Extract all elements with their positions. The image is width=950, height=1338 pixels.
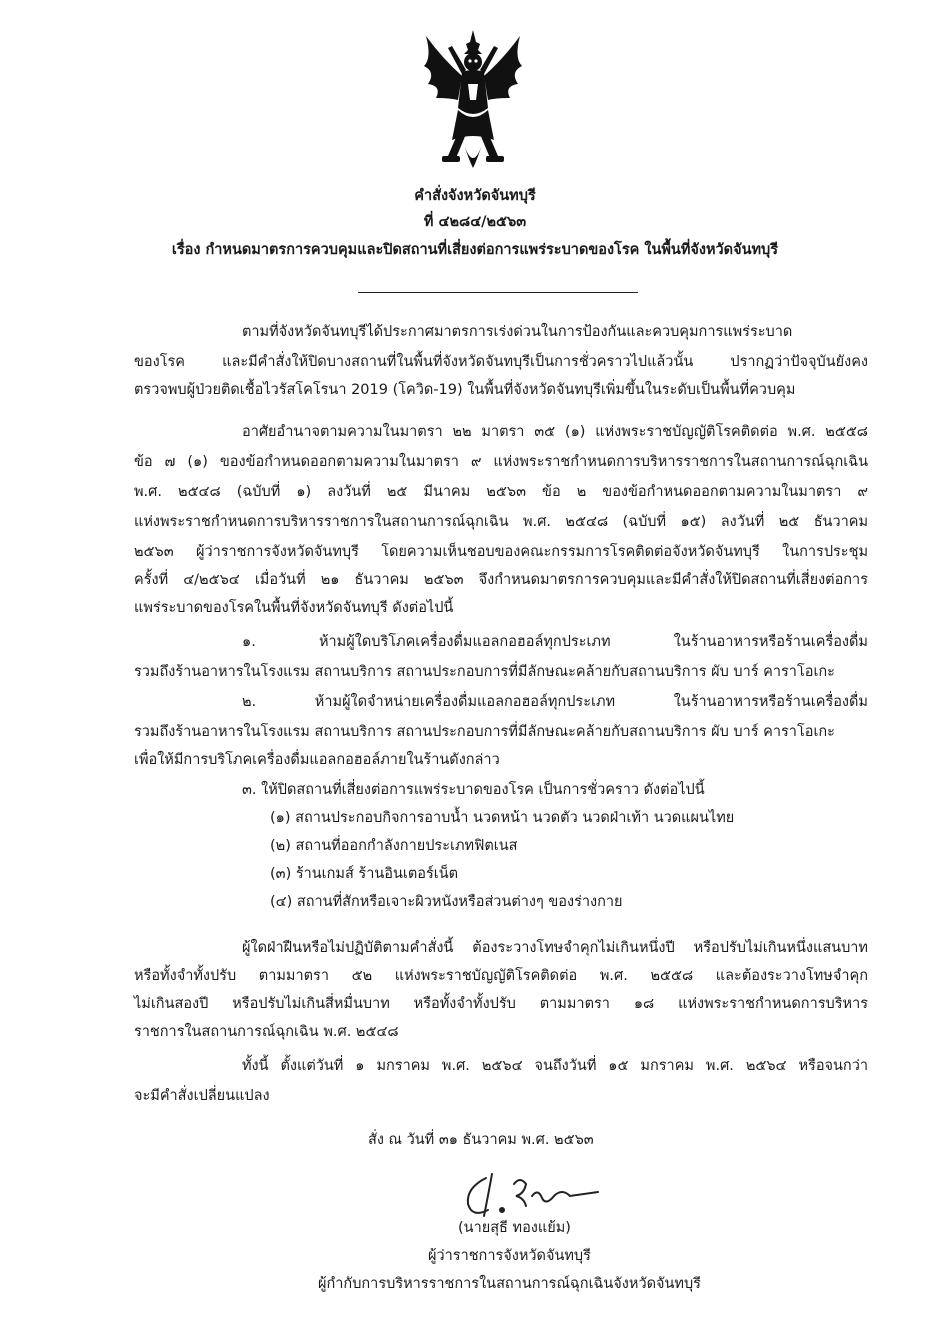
p2-line-5: ๒๕๖๓ ผู้ว่าราชการจังหวัดจันทบุรี โดยความเห็นชอบของคณะกรรมการโรคติดต่อจังหวัดจันทบุรี ในการประชุม [134,544,868,560]
penalty-line-4: ราชการในสถานการณ์ฉุกเฉิน พ.ศ. ๒๕๔๘ [134,1024,399,1040]
p2-line-7: แพร่ระบาดของโรคในพื้นที่จังหวัดจันทบุรี ดังต่อไปนี้ [134,600,454,616]
p2-line-4: แห่งพระราชกำหนดการบริหารราชการในสถานการณ์ฉุกเฉิน พ.ศ. ๒๕๔๘ (ฉบับที่ ๑๕) ลงวันที่ ๒๕ ธันวาคม [134,514,868,530]
subitem-2: (๒) สถานที่ออกกำลังกายประเภทฟิตเนส [270,838,518,854]
effective-line-2: จะมีคำสั่งเปลี่ยนแปลง [134,1088,270,1104]
p2-line-6: ครั้งที่ ๔/๒๕๖๔ เมื่อวันที่ ๒๑ ธันวาคม ๒๕๖๓ จึงกำหนดมาตรการควบคุมและมีคำสั่งให้ปิดสถานที่เสี่ยงต่อการ [134,572,868,588]
order-number: ที่ ๔๒๘๔/๒๕๖๓ [423,214,527,230]
penalty-line-2: หรือทั้งจำทั้งปรับ ตามมาตรา ๕๒ แห่งพระราชบัญญัติโรคติดต่อ พ.ศ. ๒๕๕๘ และต้องระวางโทษจำคุก [134,968,868,984]
order-title: คำสั่งจังหวัดจันทบุรี [414,188,536,204]
subitem-1: (๑) สถานประกอบกิจการอาบน้ำ นวดหน้า นวดตัว นวดฝ่าเท้า นวดแผนไทย [270,810,735,826]
p2-line-1: อาศัยอำนาจตามความในมาตรา ๒๒ มาตรา ๓๕ (๑) แห่งพระราชบัญญัติโรคติดต่อ พ.ศ. ๒๕๕๘ [242,424,868,440]
garuda-emblem-icon [418,28,528,178]
subitem-4: (๔) สถานที่สักหรือเจาะผิวหนังหรือส่วนต่างๆ ของร่างกาย [270,894,623,910]
penalty-line-1: ผู้ใดฝ่าฝืนหรือไม่ปฏิบัติตามคำสั่งนี้ ต้องระวางโทษจำคุกไม่เกินหนึ่งปี หรือปรับไม่เกินหนึ่งแสนบาท [242,940,868,956]
signature-icon [458,1166,608,1222]
title-divider [358,292,638,293]
p1-line-1: ตามที่จังหวัดจันทบุรีได้ประกาศมาตรการเร่งด่วนในการป้องกันและควบคุมการแพร่ระบาด [242,324,793,340]
item2-line-3: เพื่อให้มีการบริโภคเครื่องดื่มแอลกอฮอล์ภายในร้านดังกล่าว [134,752,500,768]
p1-line-2: ของโรค และมีคำสั่งให้ปิดบางสถานที่ในพื้นที่จังหวัดจันทบุรีเป็นการชั่วคราวไปแล้วนั้น ปรากฏว่าปัจจุบันยังคง [134,354,868,370]
order-subject: เรื่อง กำหนดมาตรการควบคุมและปิดสถานที่เสี่ยงต่อการแพร่ระบาดของโรค ในพื้นที่จังหวัดจันทบุรี [171,242,779,258]
signatory-position-1: ผู้ว่าราชการจังหวัดจันทบุรี [428,1248,591,1264]
order-date: สั่ง ณ วันที่ ๓๑ ธันวาคม พ.ศ. ๒๕๖๓ [368,1132,594,1148]
effective-line-1: ทั้งนี้ ตั้งแต่วันที่ ๑ มกราคม พ.ศ. ๒๕๖๔ จนถึงวันที่ ๑๕ มกราคม พ.ศ. ๒๕๖๔ หรือจนกว่า [242,1058,868,1074]
item1-line-2: รวมถึงร้านอาหารในโรงแรม สถานบริการ สถานประกอบการที่มีลักษณะคล้ายกับสถานบริการ ผับ บาร์ คาราโอเกะ [134,664,835,680]
item3-heading: ๓. ให้ปิดสถานที่เสี่ยงต่อการแพร่ระบาดของโรค เป็นการชั่วคราว ดังต่อไปนี้ [242,782,705,798]
item1-line-1: ๑. ห้ามผู้ใดบริโภคเครื่องดื่มแอลกอฮอล์ทุกประเภท ในร้านอาหารหรือร้านเครื่องดื่ม [242,634,868,650]
p2-line-2: ข้อ ๗ (๑) ของข้อกำหนดออกตามความในมาตรา ๙ แห่งพระราชกำหนดการบริหารราชการในสถานการณ์ฉุกเฉิน [134,454,868,470]
item2-line-2: รวมถึงร้านอาหารในโรงแรม สถานบริการ สถานประกอบการที่มีลักษณะคล้ายกับสถานบริการ ผับ บาร์ คาราโอเกะ [134,724,835,740]
penalty-line-3: ไม่เกินสองปี หรือปรับไม่เกินสี่หมื่นบาท หรือทั้งจำทั้งปรับ ตามมาตรา ๑๘ แห่งพระราชกำหนดการบริหาร [134,996,868,1012]
item2-line-1: ๒. ห้ามผู้ใดจำหน่ายเครื่องดื่มแอลกอฮอล์ทุกประเภท ในร้านอาหารหรือร้านเครื่องดื่ม [242,694,868,710]
signatory-position-2: ผู้กำกับการบริหารราชการในสถานการณ์ฉุกเฉินจังหวัดจันทบุรี [318,1276,701,1292]
p1-line-3: ตรวจพบผู้ป่วยติดเชื้อไวรัสโคโรนา 2019 (โควิด-19) ในพื้นที่จังหวัดจันทบุรีเพิ่มขึ้นในระดับเป็นพื้นที่ควบคุม [134,382,796,398]
p2-line-3: พ.ศ. ๒๕๔๘ (ฉบับที่ ๑) ลงวันที่ ๒๕ มีนาคม ๒๕๖๓ ข้อ ๒ ของข้อกำหนดออกตามความในมาตรา ๙ [134,484,868,500]
signatory-name: (นายสุธี ทองแย้ม) [458,1220,571,1236]
subitem-3: (๓) ร้านเกมส์ ร้านอินเตอร์เน็ต [270,866,459,882]
